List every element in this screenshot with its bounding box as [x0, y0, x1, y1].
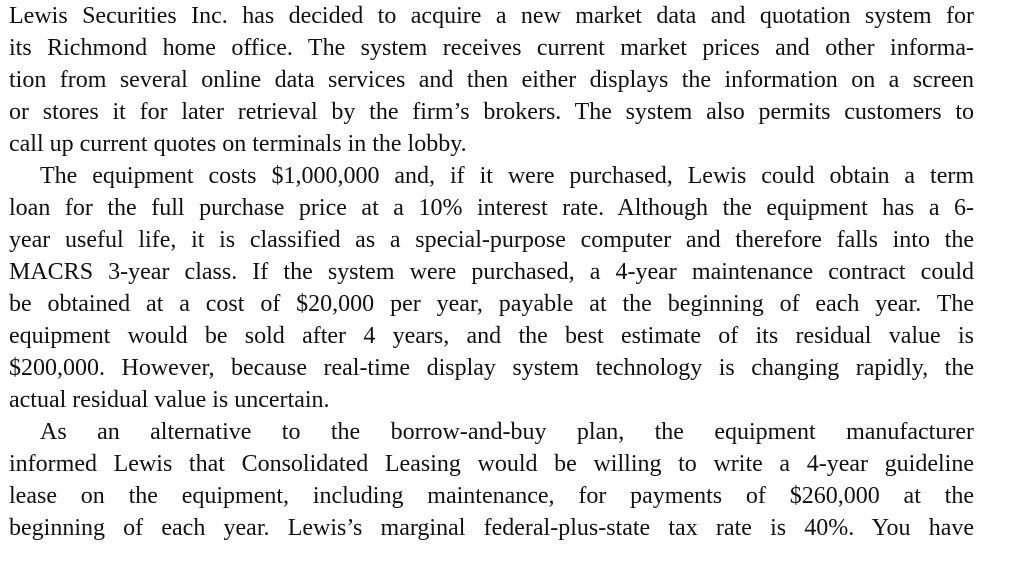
text-line: beginning of each year. Lewis’s marginal federal-plus-state tax rate is 40%. You have	[9, 515, 974, 541]
text-line: MACRS 3-year class. If the system were purchased, a 4-year maintenance contract could	[9, 259, 974, 285]
text-line: or stores it for later retrieval by the firm’s brokers. The system also permits customers to	[9, 99, 974, 125]
text-line: be obtained at a cost of $20,000 per year, payable at the beginning of each year. The	[9, 291, 974, 317]
text-line: Lewis Securities Inc. has decided to acquire a new market data and quotation system for	[9, 3, 974, 29]
text-line: its Richmond home office. The system receives current market prices and other informa-	[9, 35, 974, 61]
text-line: year useful life, it is classified as a special-purpose computer and therefore falls into the	[9, 227, 974, 253]
text-line: As an alternative to the borrow-and-buy plan, the equipment manufacturer	[40, 419, 974, 445]
text-line: equipment would be sold after 4 years, and the best estimate of its residual value is	[9, 323, 974, 349]
text-line: The equipment costs $1,000,000 and, if it were purchased, Lewis could obtain a term	[40, 163, 974, 189]
text-line: $200,000. However, because real-time display system technology is changing rapidly, the	[9, 355, 974, 381]
text-line: tion from several online data services and then either displays the information on a screen	[9, 67, 974, 93]
text-line: lease on the equipment, including maintenance, for payments of $260,000 at the	[9, 483, 974, 509]
text-line: loan for the full purchase price at a 10% interest rate. Although the equipment has a 6-	[9, 195, 974, 221]
text-line: actual residual value is uncertain.	[9, 387, 330, 413]
text-line: informed Lewis that Consolidated Leasing would be willing to write a 4-year guideline	[9, 451, 974, 477]
text-line: call up current quotes on terminals in the lobby.	[9, 131, 467, 157]
